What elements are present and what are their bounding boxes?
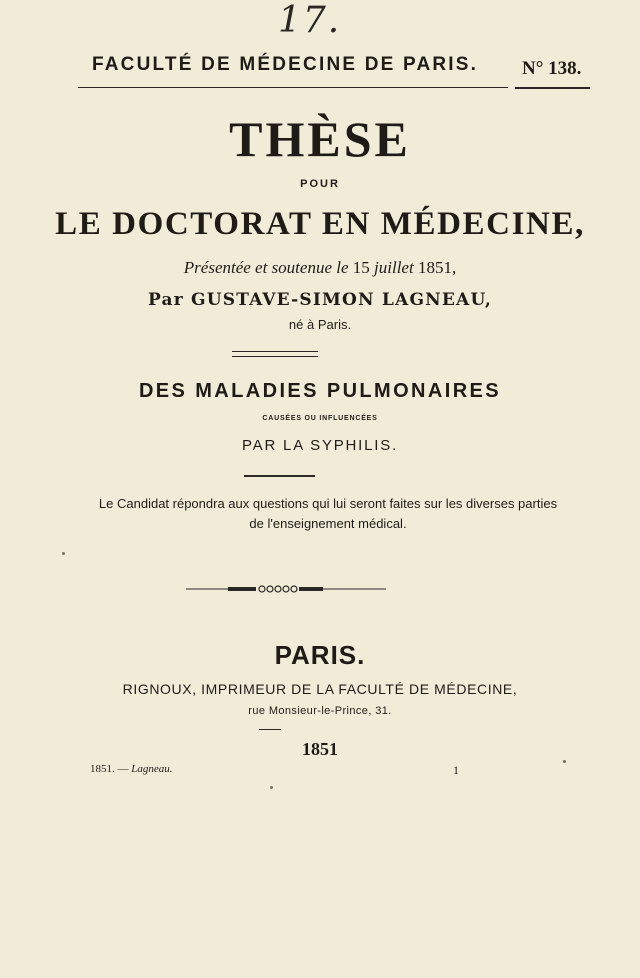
paper-fleck	[62, 552, 65, 555]
short-rule	[259, 729, 281, 730]
double-rule	[232, 351, 318, 357]
signature-line	[90, 763, 173, 775]
signature-year: 1851. —	[90, 763, 129, 775]
faculty-header: FACULTÉ DE MÉDECINE DE PARIS.	[92, 54, 479, 75]
defense-presentee: Présentée et soutenue le	[183, 258, 349, 277]
subject-line-3: PAR LA SYPHILIS.	[241, 437, 399, 454]
header-rule-right	[515, 87, 590, 89]
imprint-printer: RIGNOUX, IMPRIMEUR DE LA FACULTÉ DE MÉDECINE,	[122, 681, 518, 697]
handwritten-number: 17.	[278, 0, 342, 41]
subject-line-2: CAUSÉES OU INFLUENCÉES	[262, 415, 378, 422]
defense-day: 15	[352, 258, 370, 277]
defense-month: juillet	[374, 258, 414, 277]
paper-fleck	[563, 760, 566, 763]
notice-line-1: Le Candidat répondra aux questions qui lui seront faites sur les diverses parties	[98, 496, 558, 511]
defense-year: 1851,	[417, 258, 457, 277]
subject-line-1: DES MALADIES PULMONAIRES	[138, 380, 502, 402]
notice-line-2: de l'enseignement médical.	[249, 516, 407, 531]
thesis-number: N° 138.	[522, 58, 582, 79]
candidate-notice	[68, 494, 588, 534]
title-pour: POUR	[300, 178, 340, 190]
header-rule	[78, 87, 508, 88]
title-these: THÈSE	[229, 111, 411, 167]
imprint-address: rue Monsieur-le-Prince, 31.	[248, 705, 392, 717]
ornament-divider	[186, 582, 396, 596]
imprint-year: 1851	[302, 739, 338, 759]
mid-rule	[244, 475, 315, 477]
signature-name: Lagneau.	[131, 763, 173, 775]
signature-mark: 1	[453, 763, 459, 777]
title-doctorat: LE DOCTORAT EN MÉDECINE,	[55, 206, 585, 242]
author-line: Par GUSTAVE-SIMON LAGNEAU,	[147, 290, 493, 310]
paper-fleck	[270, 786, 273, 789]
author-birthplace: né à Paris.	[288, 317, 352, 332]
defense-line	[0, 258, 640, 278]
imprint-city: PARIS.	[274, 640, 366, 670]
